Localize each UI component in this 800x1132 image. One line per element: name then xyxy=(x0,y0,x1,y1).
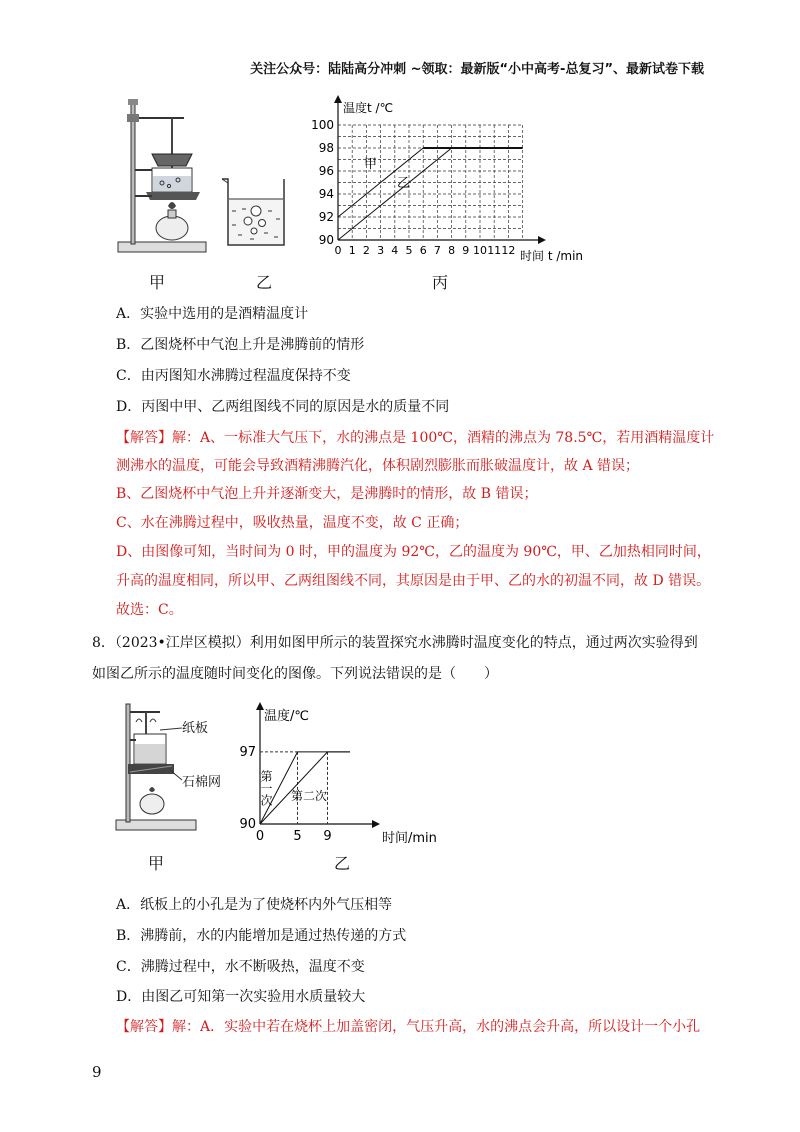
q8-xtick-label: 9 xyxy=(323,829,332,844)
q7-xtick-label: 2 xyxy=(362,244,370,257)
q7-ytick-label: 90 xyxy=(318,233,334,247)
q7-option-a: A．实验中选用的是酒精温度计 xyxy=(116,306,309,322)
q7-xtick-label: 3 xyxy=(377,244,385,257)
q7-xtick-label: 10 xyxy=(473,244,487,257)
q7-answer-line: B、乙图烧杯中气泡上升并逐渐变大，是沸腾时的情形，故 B 错误； xyxy=(116,486,538,502)
q7-caption-jia: 甲 xyxy=(149,273,166,292)
q8-chart-xlabel: 时间/min xyxy=(382,831,437,846)
q7-chart-bing xyxy=(310,95,600,265)
q8-annotation-second: 第二次 xyxy=(291,789,328,803)
q7-beaker-yi xyxy=(218,175,294,251)
q7-ytick-label: 96 xyxy=(318,164,334,178)
q8-caption-yi: 乙 xyxy=(334,854,351,873)
q8-ytick-label: 90 xyxy=(239,817,256,832)
q7-answer-line: 故选：C。 xyxy=(116,602,183,618)
q7-option-b: B．乙图烧杯中气泡上升是沸腾前的情形 xyxy=(116,337,365,353)
q8-label-mesh: 石棉网 xyxy=(182,775,222,790)
q7-xtick-label: 5 xyxy=(405,244,413,257)
q7-answer-line: 【解答】解：A、一标准大气压下，水的沸点是 100℃，酒精的沸点为 78.5℃，若用酒精温度计 xyxy=(116,430,715,446)
page-number: 9 xyxy=(92,1063,102,1081)
q7-series-label-yi: 乙 xyxy=(397,176,411,191)
q7-apparatus-jia xyxy=(112,96,212,258)
q7-ytick-label: 94 xyxy=(318,187,334,201)
q8-line-first xyxy=(260,752,350,824)
q7-xtick-label: 12 xyxy=(501,244,516,257)
q7-chart-xlabel: 时间 t /min xyxy=(520,249,584,263)
q7-option-c: C．由丙图知水沸腾过程温度保持不变 xyxy=(116,368,351,384)
q7-xtick-label: 11 xyxy=(487,244,502,257)
q8-line-second xyxy=(260,752,350,824)
q8-chart-ylabel: 温度/℃ xyxy=(264,709,309,724)
q7-answer-line: 测沸水的温度，可能会导致酒精沸腾汽化，体积剧烈膨胀而胀破温度计，故 A 错误； xyxy=(116,458,640,474)
q8-label-paper: 纸板 xyxy=(182,721,209,736)
q8-caption-jia: 甲 xyxy=(148,854,165,873)
q7-xtick-label: 8 xyxy=(448,244,456,257)
q7-xtick-label: 9 xyxy=(462,244,470,257)
q7-answer-line: 升高的温度相同，所以甲、乙两组图线不同，其原因是由于甲、乙的水的初温不同，故 D 错误。 xyxy=(116,573,711,589)
q8-apparatus-jia xyxy=(110,700,240,840)
q7-xtick-label: 0 xyxy=(334,244,342,257)
q7-option-d: D．丙图中甲、乙两组图线不同的原因是水的质量不同 xyxy=(116,399,450,415)
q8-option-a: A．纸板上的小孔是为了使烧杯内外气压相等 xyxy=(116,897,393,913)
q7-answer-line: C、水在沸腾过程中，吸收热量，温度不变，故 C 正确； xyxy=(116,515,469,531)
q8-xtick-label: 0 xyxy=(255,829,265,844)
q7-chart-ylabel: 温度t /℃ xyxy=(343,101,394,115)
q8-option-d: D．由图乙可知第一次实验用水质量较大 xyxy=(116,989,366,1005)
q7-xtick-label: 7 xyxy=(433,244,441,257)
q8-ytick-label: 97 xyxy=(239,744,256,760)
q8-annotation-first: 第一次 xyxy=(259,770,273,806)
q7-series-label-jia: 甲 xyxy=(364,157,378,172)
page-header: 关注公众号：陆陆高分冲刺 ~领取：最新版“小中高考-总复习”、最新试卷下载 xyxy=(250,62,704,77)
q8-chart-yi xyxy=(236,700,456,850)
q8-stem-line: 8．（2023•江岸区模拟）利用如图甲所示的装置探究水沸腾时温度变化的特点，通过两次实验得到 xyxy=(92,635,698,651)
q7-xtick-label: 6 xyxy=(419,244,427,257)
q8-stem-line: 如图乙所示的温度随时间变化的图像。下列说法错误的是（ ） xyxy=(92,666,498,682)
q7-xtick-label: 1 xyxy=(348,244,356,257)
q7-caption-bing: 丙 xyxy=(432,273,449,292)
q7-caption-yi: 乙 xyxy=(256,273,273,292)
q7-ytick-label: 92 xyxy=(318,210,334,224)
q7-answer-line: D、由图像可知，当时间为 0 时，甲的温度为 92℃，乙的温度为 90℃，甲、乙加热相同时间， xyxy=(116,544,711,560)
q7-ytick-label: 100 xyxy=(311,118,334,132)
q8-answer-line: 【解答】解：A．实验中若在烧杯上加盖密闭，气压升高，水的沸点会升高，所以设计一个小孔 xyxy=(116,1019,701,1035)
q7-ytick-label: 98 xyxy=(318,141,334,155)
q7-xtick-label: 4 xyxy=(391,244,399,257)
q8-option-c: C．沸腾过程中，水不断吸热，温度不变 xyxy=(116,959,365,975)
q8-xtick-label: 5 xyxy=(293,829,302,844)
q8-option-b: B．沸腾前，水的内能增加是通过热传递的方式 xyxy=(116,928,407,944)
